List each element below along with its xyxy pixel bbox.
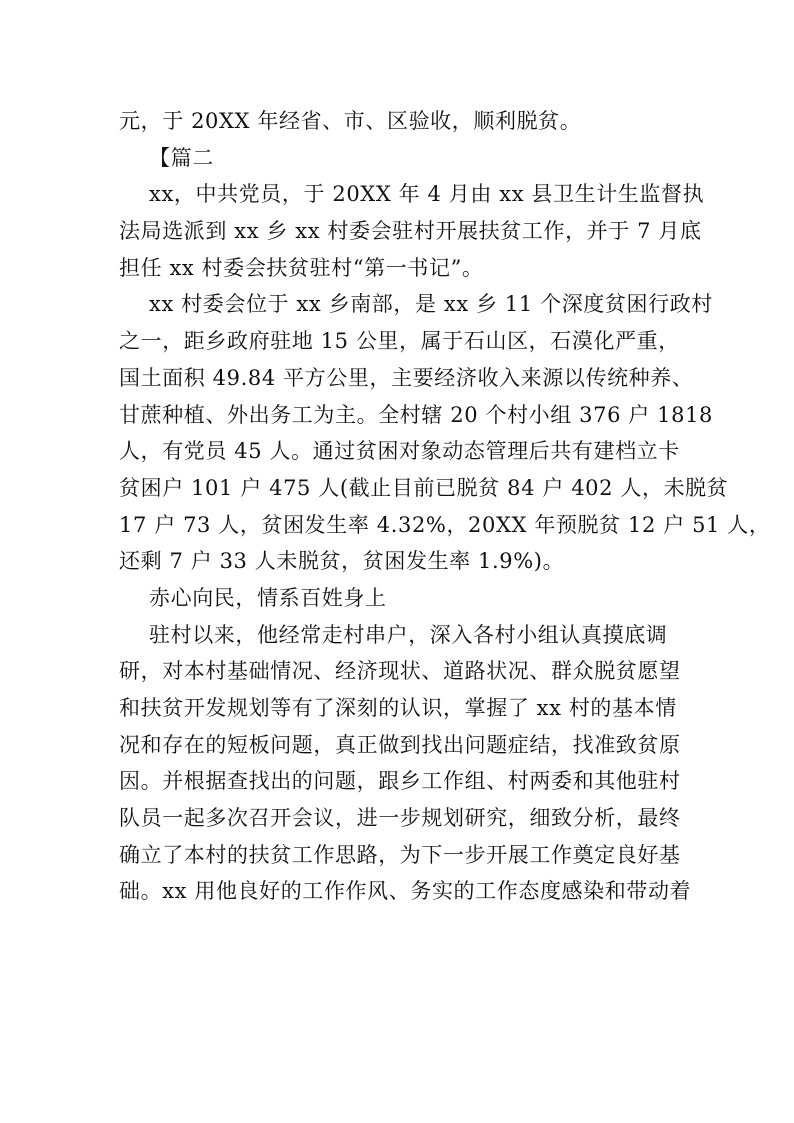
- text-line: 研，对本村基础情况、经济现状、道路状况、群众脱贫愿望: [119, 659, 681, 684]
- text-line: 17 户 73 人，贫困发生率 4.32%，20XX 年预脱贫 12 户 51 人，: [119, 512, 771, 537]
- text-line: 元，于 20XX 年经省、市、区验收，顺利脱贫。: [119, 109, 582, 133]
- subheading-line: 赤心向民，情系百姓身上: [149, 585, 387, 610]
- text-line: 况和存在的短板问题，真正做到找出问题症结，找准致贫原: [119, 732, 681, 757]
- text-line: 担任 xx 村委会扶贫驻村“第一书记”。: [119, 255, 484, 280]
- text-line: 国土面积 49.84 平方公里，主要经济收入来源以传统种养、: [119, 365, 694, 390]
- text-line: 贫困户 101 户 475 人(截止目前已脱贫 84 户 402 人，未脱贫: [119, 475, 729, 500]
- text-line: 还剩 7 户 33 人未脱贫，贫困发生率 1.9%)。: [119, 549, 565, 574]
- text-line: 因。并根据查找出的问题，跟乡工作组、村两委和其他驻村: [119, 769, 681, 794]
- text-line: xx，中共党员，于 20XX 年 4 月由 xx 县卫生计生监督执: [149, 182, 705, 207]
- text-line: 法局选派到 xx 乡 xx 村委会驻村开展扶贫工作，并于 7 月底: [119, 219, 702, 244]
- text-line: 队员一起多次召开会议，进一步规划研究，细致分析，最终: [119, 806, 681, 831]
- text-line: 驻村以来，他经常走村串户，深入各村小组认真摸底调: [149, 622, 668, 647]
- text-line: 确立了本村的扶贫工作思路，为下一步开展工作奠定良好基: [119, 842, 681, 867]
- text-line: 和扶贫开发规划等有了深刻的认识，掌握了 xx 村的基本情: [119, 696, 677, 720]
- text-line: 础。xx 用他良好的工作作风、务实的工作态度感染和带动着: [119, 879, 692, 904]
- document-body: [119, 103, 771, 910]
- text-line: xx 村委会位于 xx 乡南部，是 xx 乡 11 个深度贫困行政村: [149, 292, 713, 317]
- text-line: 人，有党员 45 人。通过贫困对象动态管理后共有建档立卡: [119, 439, 680, 464]
- section-heading: 【篇二: [149, 145, 214, 170]
- text-line: 之一，距乡政府驻地 15 公里，属于石山区，石漠化严重，: [119, 329, 680, 354]
- text-line: 甘蔗种植、外出务工为主。全村辖 20 个村小组 376 户 1818: [119, 402, 714, 427]
